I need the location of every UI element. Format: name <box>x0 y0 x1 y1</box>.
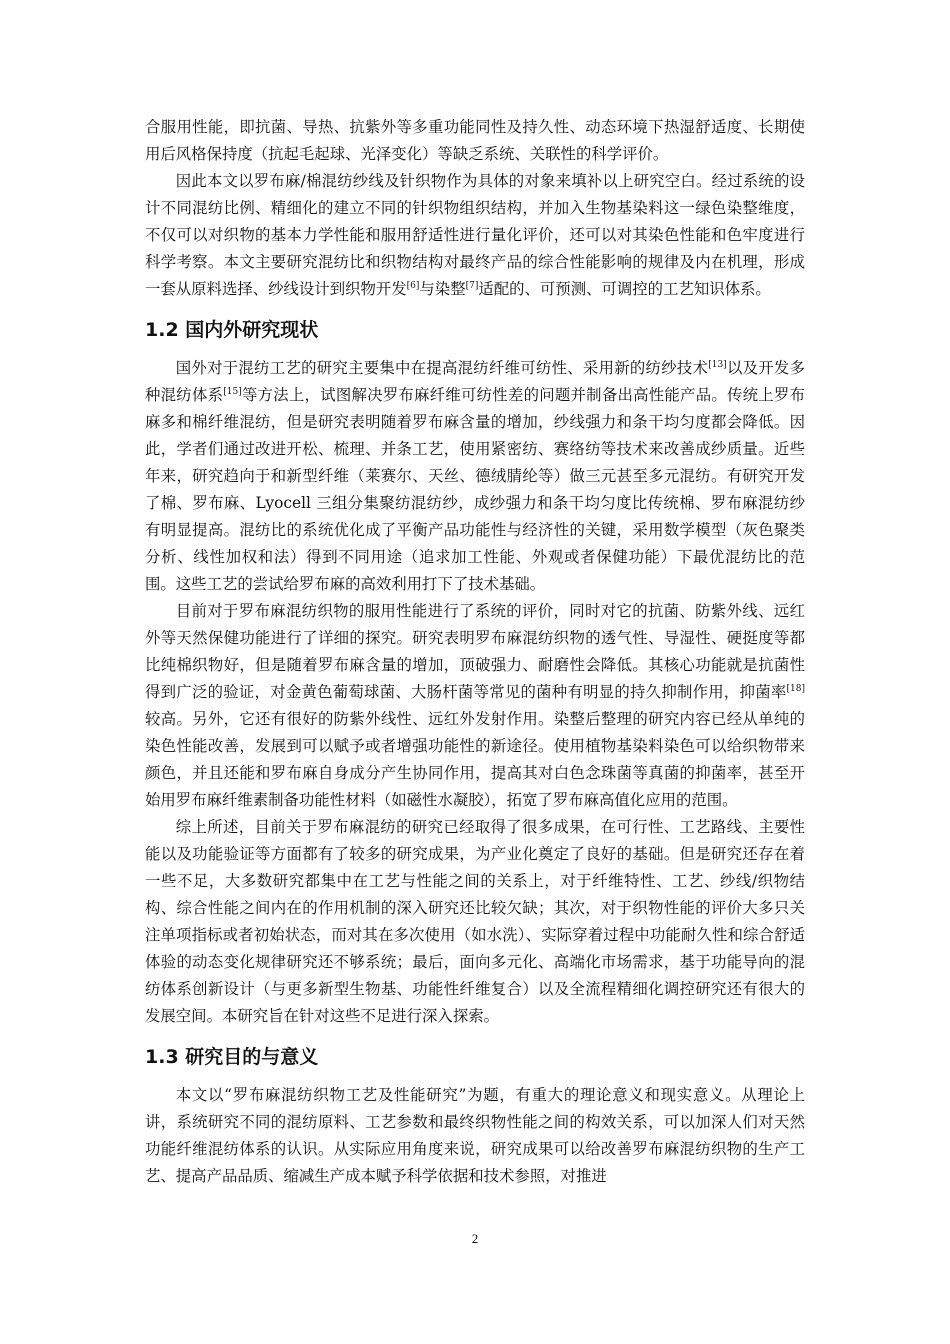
citation-ref: [15] <box>223 386 242 397</box>
page-body <box>145 114 805 1190</box>
citation-ref: [7] <box>465 280 479 291</box>
paragraph-foreign-research <box>145 355 805 598</box>
text: 本文以“罗布麻混纺织物工艺及性能研究”为题，有重大的理论意义和现实意义。从理论上讲，系统研究不同的混纺原料、工艺参数和最终织物性能之间的构效关系，可以加深人们对天然功能纤维混纺体系的认识。从实际应用角度来说，研究成果可以给改善罗布麻混纺织物的生产工艺、提高产品品质、缩减生产成本赋予科学依据和技术参照，对推进 <box>145 1086 805 1185</box>
section-heading-1-3: 1.3 研究目的与意义 <box>145 1046 319 1068</box>
text: 目前对于罗布麻混纺织物的服用性能进行了系统的评价，同时对它的抗菌、防紫外线、远红外等天然保健功能进行了详细的探究。研究表明罗布麻混纺织物的透气性、导湿性、硬挺度等都比纯棉织物好，但是随着罗布麻含量的增加，顶破强力、耐磨性会降低。其核心功能就是抗菌性得到广泛的验证，对金黄色葡萄球菌、大肠杆菌等常见的菌种有明显的持久抑制作用，抑菌率 <box>145 602 805 701</box>
paragraph-summary <box>145 814 805 1030</box>
page-number: 2 <box>471 1231 479 1246</box>
citation-ref: [6] <box>406 280 420 291</box>
paragraph-fabric-performance <box>145 598 805 814</box>
text: 因此本文以罗布麻/棉混纺纱线及针织物作为具体的对象来填补以上研究空白。经过系统的设计不同混纺比例、精细化的建立不同的针织物组织结构，并加入生物基染料这一绿色染整维度，不仅可以对织物的基本力学性能和服用舒适性进行量化评价，还可以对其染色性能和色牢度进行科学考察。本文主要研究混纺比和织物结构对最终产品的综合性能影响的规律及内在机理，形成一套从原料选择、纱线设计到织物开发 <box>145 172 805 298</box>
citation-ref: [18] <box>786 683 805 694</box>
section-heading-1-2: 1.2 国内外研究现状 <box>145 319 319 341</box>
text: 以及开发多种混纺体系 <box>145 359 805 404</box>
text: 适配的、可预测、可调控的工艺知识体系。 <box>478 280 771 298</box>
text: 等方法上，试图解决罗布麻纤维可纺性差的问题并制备出高性能产品。传统上罗布麻多和棉纤维混纺，但是研究表明随着罗布麻含量的增加，纱线强力和条干均匀度都会降低。因此，学者们通过改进开松、梳理、并条工艺，使用紧密纺、赛络纺等技术来改善成纱质量。近些年来，研究趋向于和新型纤维（莱赛尔、天丝、德绒腈纶等）做三元甚至多元混纺。有研究开发了棉、罗布麻、Lyocell 三组分集聚纺混纺纱，成纱强力和条干均匀度比传统棉、罗布麻混纺纱有明显提高。混纺比的系统优化成了平衡产品功能性与经济性的关键，采用数学模型（灰色聚类分析、线性加权和法）得到不同用途（追求加工性能、外观或者保健功能）下最优混纺比的范围。这些工艺的尝试给罗布麻的高效利用打下了技术基础。 <box>145 386 805 593</box>
text: 与染整 <box>419 280 466 298</box>
paragraph-research-gap <box>145 168 805 303</box>
citation-ref: [13] <box>708 359 727 370</box>
text: 合服用性能，即抗菌、导热、抗紫外等多重功能同性及持久性、动态环境下热湿舒适度、长期使用后风格保持度（抗起毛起球、光泽变化）等缺乏系统、关联性的科学评价。 <box>145 118 805 163</box>
text: 较高。另外，它还有很好的防紫外线性、远红外发射作用。染整后整理的研究内容已经从单纯的染色性能改善，发展到可以赋予或者增强功能性的新途径。使用植物基染料染色可以给织物带来颜色，并且还能和罗布麻自身成分产生协同作用，提高其对白色念珠菌等真菌的抑菌率，甚至开始用罗布麻纤维素制备功能性材料（如磁性水凝胶），拓宽了罗布麻高值化应用的范围。 <box>145 710 805 809</box>
paragraph-purpose <box>145 1082 805 1190</box>
text: 国外对于混纺工艺的研究主要集中在提高混纺纤维可纺性、采用新的纺纱技术 <box>175 359 709 377</box>
paragraph-continued <box>145 114 805 168</box>
text: 综上所述，目前关于罗布麻混纺的研究已经取得了很多成果，在可行性、工艺路线、主要性能以及功能验证等方面都有了较多的研究成果，为产业化奠定了良好的基础。但是研究还存在着一些不足，大多数研究都集中在工艺与性能之间的关系上，对于纤维特性、工艺、纱线/织物结构、综合性能之间内在的作用机制的深入研究还比较欠缺；其次，对于织物性能的评价大多只关注单项指标或者初始状态，而对其在多次使用（如水洗）、实际穿着过程中功能耐久性和综合舒适体验的动态变化规律研究还不够系统；最后，面向多元化、高端化市场需求，基于功能导向的混纺体系创新设计（与更多新型生物基、功能性纤维复合）以及全流程精细化调控研究还有很大的发展空间。本研究旨在针对这些不足进行深入探索。 <box>145 818 805 1025</box>
